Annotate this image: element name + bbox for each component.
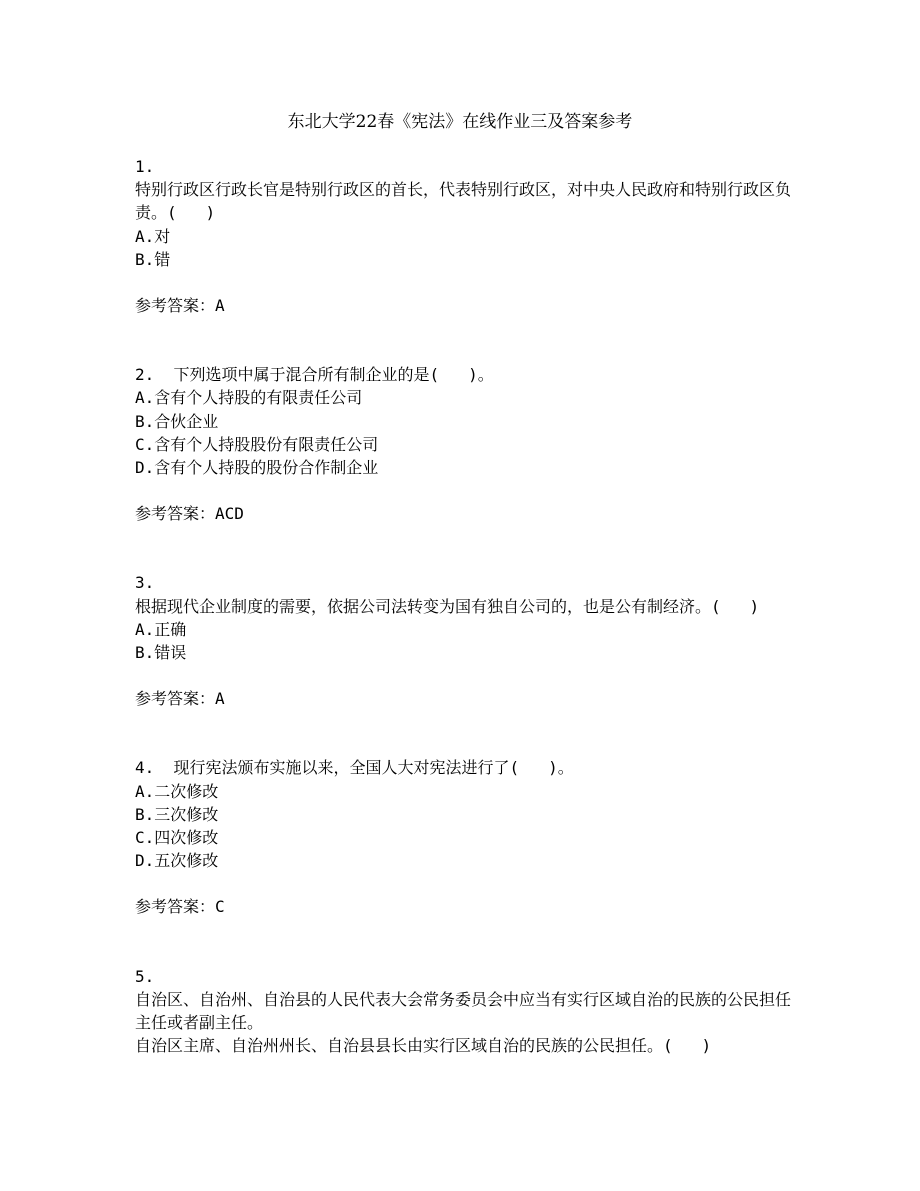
option-a: A.含有个人持股的有限责任公司 [135,388,363,408]
option-d: D.含有个人持股的股份合作制企业 [135,458,379,478]
reference-answer: 参考答案：A [135,296,225,316]
question-number: 1. [135,157,155,176]
option-a: A.正确 [135,619,187,639]
question-text: 根据现代企业制度的需要，依据公司法转变为国有独自公司的，也是公有制经济。( ) [135,596,760,616]
question-text-continued: 自治区主席、自治州州长、自治县县长由实行区域自治的民族的公民担任。( ) [135,1036,712,1056]
question-text: 自治区、自治州、自治县的人民代表大会常务委员会中应当有实行区域自治的民族的公民担任主任或者副主任。 [135,989,792,1033]
option-b: B.错 [135,249,171,269]
question-number: 2. [135,365,155,385]
spacer [135,317,795,363]
question-5 [135,965,795,1058]
question-number: 3. [135,573,155,593]
question-4 [135,756,795,918]
reference-answer: 参考答案：A [135,689,225,709]
option-b: B.三次修改 [135,804,219,824]
spacer [135,525,795,571]
spacer [135,919,795,965]
option-c: C.含有个人持股股份有限责任公司 [135,434,379,454]
document-title: 东北大学22春《宪法》在线作业三及答案参考 [287,112,633,132]
question-3 [135,571,795,710]
spacer [135,710,795,756]
question-number: 5. [135,966,155,986]
question-list [135,155,795,1057]
reference-answer: 参考答案：C [135,897,225,917]
option-b: B.合伙企业 [135,411,219,431]
option-b: B.错误 [135,643,187,663]
option-a: A.二次修改 [135,781,219,801]
question-text: 特别行政区行政长官是特别行政区的首长，代表特别行政区，对中央人民政府和特别行政区负责。( ) [135,180,792,223]
option-a: A.对 [135,226,171,246]
reference-answer: 参考答案：ACD [135,504,244,524]
question-body: 现行宪法颁布实施以来，全国人大对宪法进行了( )。 [173,758,574,778]
question-text [135,756,795,779]
question-text [135,363,795,386]
question-number: 4. [135,758,155,778]
option-c: C.四次修改 [135,828,219,848]
question-body: 下列选项中属于混合所有制企业的是( )。 [173,365,494,385]
option-d: D.五次修改 [135,851,219,871]
question-2 [135,363,795,525]
question-1 [135,155,795,317]
